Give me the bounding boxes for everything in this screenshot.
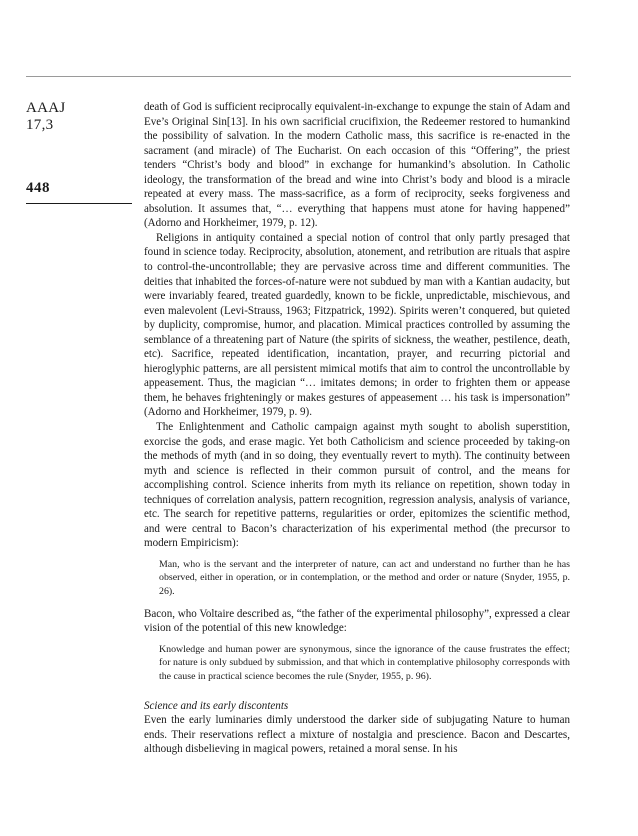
paragraph-4: Bacon, who Voltaire described as, “the father of the experimental philosophy”, expressed a clear vision of the potential of this new knowledge: (144, 607, 570, 635)
top-rule (26, 76, 571, 77)
article-body (144, 100, 570, 757)
block-quote-2: Knowledge and human power are synonymous, since the ignorance of the cause frustrates the effect; for nature is only subdued by submission, and that which in contemplative philosophy corresponds with the cause in practical science becomes the rule (Snyder, 1955, p. 96). (159, 643, 570, 682)
journal-name: AAAJ (26, 100, 66, 116)
journal-volume-issue: 17,3 (26, 117, 54, 133)
page-number-rule (26, 203, 132, 204)
paragraph-5: Even the early luminaries dimly understood the darker side of subjugating Nature to human ends. Their reservations reflect a mixture of nostalgia and prescience. Bacon and Descartes, although disbelieving in magical powers, retained a moral sense. In his (144, 714, 570, 756)
paragraph-1: death of God is sufficient reciprocally equivalent-in-exchange to expunge the stain of Adam and Eve’s Original Sin[13]. In his own sacrificial crucifixion, the Redeemer restored to humankind the possibility of salvation. In the modern Catholic mass, this sacrifice is re-enacted in the sacrament (and miracle) of The Eucharist. On each occasion of this “Offering”, the priest tenders “Christ’s body and blood” in exchange for humankind’s absolution. In Catholic ideology, the transformation of the bread and wine into Christ’s body and blood is a miracle repeated at every mass. The mass-sacrifice, as a form of reciprocity, seeks forgiveness and absolution. It assumes that, “… everything that happens must atone for having happened” (Adorno and Horkheimer, 1979, p. 12). (144, 101, 570, 230)
page-number: 448 (26, 180, 50, 196)
journal-citation (26, 100, 66, 134)
block-quote-1: Man, who is the servant and the interpreter of nature, can act and understand no further than he has observed, either in operation, or in contemplation, or the method and order or nature (Snyder, 1955, p. 26). (159, 558, 570, 597)
paragraph-3: The Enlightenment and Catholic campaign against myth sought to abolish superstition, exorcise the gods, and erase magic. Yet both Catholicism and science proceeded by taking-on the methods of myth (and in so doing, they eventually revert to myth). The continuity between myth and science is reflected in their common pursuit of control, and the means for accomplishing control. Science inherits from myth its reliance on repetition, shown today in techniques of correlation analysis, pattern recognition, regression analysis, analysis of variance, etc. The search for repetitive patterns, regularities or order, epitomizes the scientific method, and were central to Bacon’s characterization of his experimental method (the precursor to modern Empiricism): (144, 421, 570, 550)
section-heading: Science and its early discontents (144, 699, 289, 712)
paragraph-2: Religions in antiquity contained a special notion of control that only partly presaged that found in science today. Reciprocity, absolution, atonement, and retribution are rituals that aspire to control-the-uncontrollable; they are pervasive across time and different communities. The deities that inhabited the forces-of-nature were not subdued by man with a Kantian audacity, but were invariably feared, treated guardedly, known to be fickle, unpredictable, mischievous, and even malevolent (Levi-Strauss, 1963; Fitzpatrick, 1992). Spirits weren’t conquered, but quieted by duplicity, compromise, humor, and placation. Mimical practices controlled by assuming the semblance of a threatening part of Nature (the spirits of sickness, the weather, pestilence, death, etc). Sacrifice, repeated identification, incantation, prayer, and recurring pictorial and hieroglyphic patterns, are all persistent mimical motifs that aim to control the uncontrollable by appeasement. Thus, the magician “… imitates demons; in order to frighten them or appease them, he behaves frighteningly or makes gestures of appeasement … his task is impersonation” (Adorno and Horkheimer, 1979, p. 9). (144, 231, 570, 419)
